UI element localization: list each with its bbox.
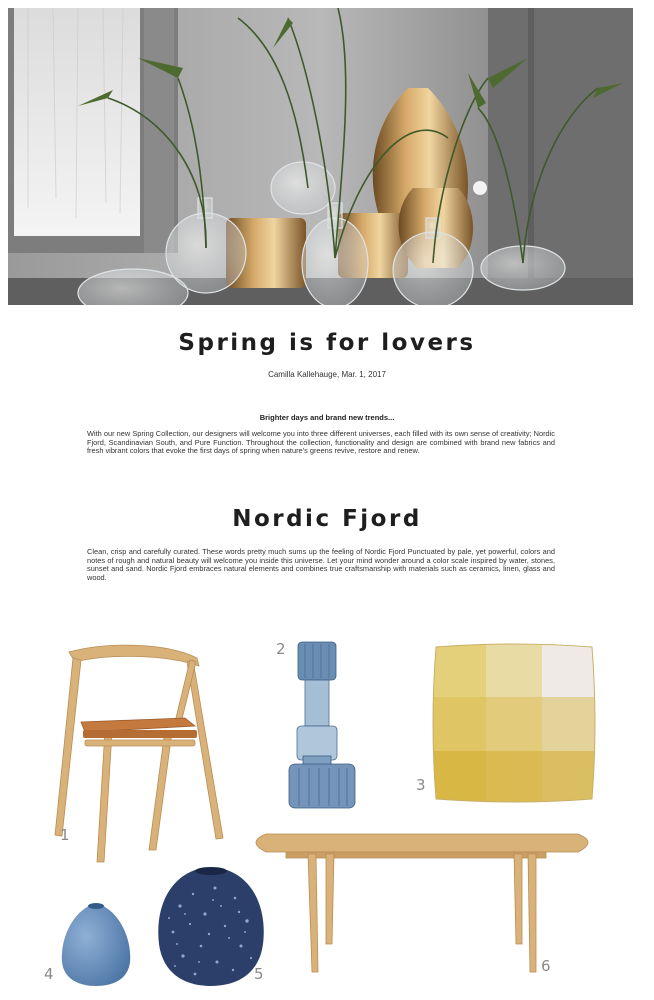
section-body: Clean, crisp and carefully curated. These words pretty much sums up the feeling of Nordic Fjord Punctuated by pale, yet powerful, colors and notes of rough and natural beauty will welcome you inside this universe. Let your mind wonder around a color scale inspired by water, stones, sunset and sand. Nordic Fjord embraces natural elements and combines true craftsmanship with materials such as ceramics, linen, glass and wood. [87, 547, 555, 582]
product-cushion[interactable] [430, 643, 598, 810]
vases-on-windowsill-illustration [8, 8, 633, 305]
article-title: Spring is for lovers [178, 330, 476, 356]
product-number-3: 3 [416, 776, 426, 794]
product-speckled-vase[interactable] [155, 866, 267, 993]
product-egg-vase[interactable] [58, 900, 134, 993]
article-subheading: Brighter days and brand new trends... [259, 413, 395, 422]
article-byline: Camilla Kallehauge, Mar. 1, 2017 [268, 370, 386, 379]
oval-oak-table-icon [246, 830, 598, 975]
hero-image [8, 8, 633, 305]
yellow-check-cushion-icon [430, 643, 598, 805]
blue-egg-vase-icon [58, 900, 134, 988]
oak-chair-icon [45, 640, 230, 870]
product-number-6: 6 [541, 957, 551, 975]
article-intro: With our new Spring Collection, our designers will welcome you into three different universes, each filled with its own sense of creativity; Nordic Fjord, Scandinavian South, and Pure Function. Throughout the collection, functionality and design are combined with brand new fabrics and fresh vibrant colors that evoke the first days of spring when nature's greens revive, restore and renew. [87, 429, 555, 456]
speckled-blue-vase-icon [155, 866, 267, 988]
product-number-4: 4 [44, 965, 54, 983]
product-number-5: 5 [254, 965, 264, 983]
product-number-2: 2 [276, 640, 286, 658]
blue-glass-vase-icon [283, 640, 363, 812]
product-glass-vase[interactable] [283, 640, 363, 817]
product-number-1: 1 [60, 826, 70, 844]
product-chair[interactable] [45, 640, 230, 875]
section-title: Nordic Fjord [232, 506, 422, 532]
